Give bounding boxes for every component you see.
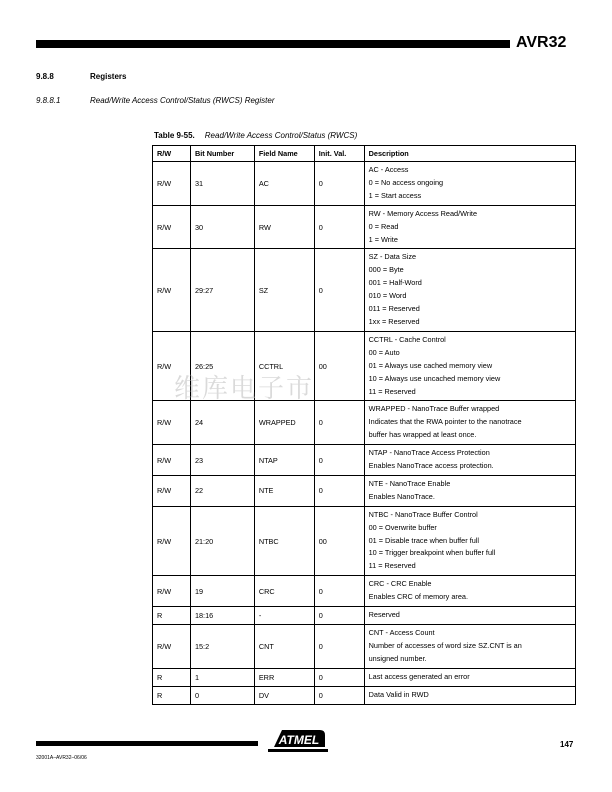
cell-rw: R/W: [153, 445, 191, 476]
atmel-logo: [268, 727, 328, 758]
cell-description: [364, 625, 575, 669]
table-row: [153, 401, 576, 445]
cell-description: [364, 607, 575, 625]
cell-field-name: AC: [254, 162, 314, 206]
description-line: Indicates that the RWA pointer to the nanotrace: [368, 417, 522, 427]
cell-rw: R/W: [153, 625, 191, 669]
table-row: [153, 506, 576, 576]
cell-init-val: 0: [314, 625, 364, 669]
cell-description: [364, 475, 575, 506]
description-line: RW - Memory Access Read/Write: [368, 208, 478, 218]
cell-field-name: CRC: [254, 576, 314, 607]
cell-rw: R/W: [153, 506, 191, 576]
description-line: AC - Access: [368, 165, 409, 174]
description-line: WRAPPED - NanoTrace Buffer wrapped: [368, 404, 500, 414]
cell-bit-number: 1: [190, 668, 254, 686]
description-line: 010 = Word: [368, 291, 407, 301]
cell-bit-number: 31: [190, 162, 254, 206]
description-line: 001 = Half-Word: [368, 278, 422, 288]
cell-init-val: 0: [314, 162, 364, 206]
table-row: [153, 686, 576, 704]
cell-field-name: RW: [254, 205, 314, 249]
description-line: Last access generated an error: [368, 671, 470, 681]
cell-bit-number: 15:2: [190, 625, 254, 669]
cell-rw: R/W: [153, 331, 191, 401]
description-line: Data Valid in RWD: [368, 689, 429, 699]
description-line: Number of accesses of word size SZ.CNT is an: [368, 640, 522, 650]
cell-init-val: 0: [314, 576, 364, 607]
cell-description: [364, 249, 575, 331]
cell-bit-number: 26:25: [190, 331, 254, 401]
footer-rule: [36, 741, 258, 746]
cell-init-val: 0: [314, 445, 364, 476]
cell-rw: R/W: [153, 249, 191, 331]
cell-field-name: NTBC: [254, 506, 314, 576]
cell-description: [364, 506, 575, 576]
cell-init-val: 00: [314, 506, 364, 576]
header-description: Description: [364, 146, 575, 162]
cell-bit-number: 19: [190, 576, 254, 607]
description-line: 01 = Disable trace when buffer full: [368, 535, 480, 545]
section-heading: [36, 72, 126, 81]
cell-field-name: DV: [254, 686, 314, 704]
cell-rw: R: [153, 607, 191, 625]
cell-field-name: CCTRL: [254, 331, 314, 401]
description-line: 1xx = Reserved: [368, 316, 420, 326]
description-line: CNT - Access Count: [368, 628, 435, 637]
description-line: 1 = Write: [368, 234, 398, 244]
description-line: unsigned number.: [368, 653, 427, 663]
cell-bit-number: 21:20: [190, 506, 254, 576]
cell-init-val: 0: [314, 475, 364, 506]
description-line: NTE - NanoTrace Enable: [368, 478, 451, 488]
watermark: 维库电子市: [174, 374, 315, 404]
cell-init-val: 0: [314, 249, 364, 331]
description-line: NTBC - NanoTrace Buffer Control: [368, 509, 478, 519]
table-caption-number: Table 9-55.: [154, 131, 195, 140]
cell-rw: R/W: [153, 162, 191, 206]
cell-field-name: WRAPPED: [254, 401, 314, 445]
description-line: SZ - Data Size: [368, 252, 417, 262]
cell-description: [364, 445, 575, 476]
description-line: 11 = Reserved: [368, 561, 416, 571]
cell-bit-number: 18:16: [190, 607, 254, 625]
description-line: Enables CRC of memory area.: [368, 592, 468, 602]
header-init-val: Init. Val.: [314, 146, 364, 162]
cell-init-val: 0: [314, 607, 364, 625]
description-line: 011 = Reserved: [368, 304, 420, 314]
cell-field-name: -: [254, 607, 314, 625]
table-row: [153, 205, 576, 249]
register-table: [152, 145, 576, 705]
cell-rw: R/W: [153, 576, 191, 607]
cell-description: [364, 401, 575, 445]
cell-field-name: NTE: [254, 475, 314, 506]
table-row: [153, 249, 576, 331]
description-line: 11 = Reserved: [368, 386, 416, 396]
description-line: 00 = Overwrite buffer: [368, 522, 437, 532]
header-title: AVR32: [516, 34, 567, 51]
description-line: 10 = Always use uncached memory view: [368, 373, 501, 383]
cell-description: [364, 576, 575, 607]
description-line: Enables NanoTrace access protection.: [368, 461, 494, 471]
header-bit-number: Bit Number: [190, 146, 254, 162]
table-header-row: [153, 146, 576, 162]
description-line: buffer has wrapped at least once.: [368, 430, 477, 440]
table-row: [153, 162, 576, 206]
description-line: 0 = Read: [368, 221, 399, 231]
subsection-heading: [36, 96, 275, 105]
table-row: [153, 668, 576, 686]
cell-init-val: 0: [314, 686, 364, 704]
cell-field-name: NTAP: [254, 445, 314, 476]
description-line: Enables NanoTrace.: [368, 491, 435, 501]
cell-rw: R: [153, 668, 191, 686]
section-title: Registers: [90, 72, 127, 81]
cell-description: [364, 686, 575, 704]
description-line: 10 = Trigger breakpoint when buffer full: [368, 548, 496, 558]
page-number: 147: [560, 740, 574, 749]
subsection-title: Read/Write Access Control/Status (RWCS) Register: [90, 96, 275, 105]
table-caption: [154, 131, 357, 140]
description-line: NTAP - NanoTrace Access Protection: [368, 448, 490, 458]
cell-rw: R/W: [153, 401, 191, 445]
cell-bit-number: 24: [190, 401, 254, 445]
cell-init-val: 00: [314, 331, 364, 401]
cell-bit-number: 0: [190, 686, 254, 704]
description-line: 1 = Start access: [368, 190, 422, 200]
cell-rw: R/W: [153, 475, 191, 506]
cell-bit-number: 23: [190, 445, 254, 476]
atmel-logo-icon: [268, 727, 328, 753]
section-number: 9.8.8: [36, 72, 54, 81]
cell-bit-number: 29:27: [190, 249, 254, 331]
cell-bit-number: 22: [190, 475, 254, 506]
description-line: CCTRL - Cache Control: [368, 334, 446, 344]
description-line: Reserved: [368, 610, 400, 620]
description-line: 01 = Always use cached memory view: [368, 360, 493, 370]
table-row: [153, 576, 576, 607]
svg-text:ATMEL: ATMEL: [278, 733, 320, 747]
cell-init-val: 0: [314, 401, 364, 445]
cell-description: [364, 162, 575, 206]
table-row: [153, 475, 576, 506]
table-row: [153, 625, 576, 669]
header-field-name: Field Name: [254, 146, 314, 162]
table-caption-text: Read/Write Access Control/Status (RWCS): [204, 131, 358, 140]
cell-init-val: 0: [314, 205, 364, 249]
table-row: [153, 445, 576, 476]
description-line: CRC - CRC Enable: [368, 579, 432, 589]
cell-rw: R/W: [153, 205, 191, 249]
description-line: 0 = No access ongoing: [368, 177, 444, 187]
cell-description: [364, 205, 575, 249]
cell-field-name: CNT: [254, 625, 314, 669]
cell-description: [364, 331, 575, 401]
description-line: 00 = Auto: [368, 347, 400, 357]
table-row: [153, 607, 576, 625]
table-body: [153, 162, 576, 705]
cell-field-name: SZ: [254, 249, 314, 331]
header-rw: R/W: [153, 146, 191, 162]
subsection-number: 9.8.8.1: [36, 96, 61, 105]
cell-init-val: 0: [314, 668, 364, 686]
cell-description: [364, 668, 575, 686]
footer-doc-id: 32001A–AVR32–06/06: [36, 755, 87, 761]
cell-rw: R: [153, 686, 191, 704]
header-rule: [36, 40, 510, 48]
cell-field-name: ERR: [254, 668, 314, 686]
description-line: 000 = Byte: [368, 265, 404, 275]
cell-bit-number: 30: [190, 205, 254, 249]
